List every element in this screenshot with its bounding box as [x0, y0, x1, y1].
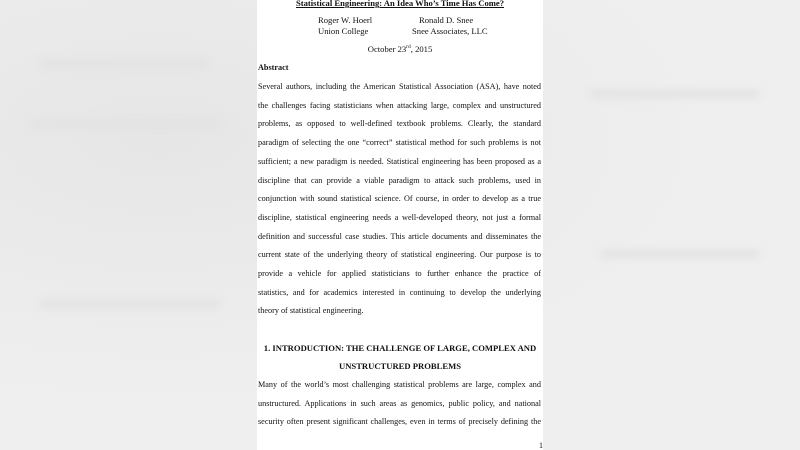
abstract-line: paradigm of selecting the one “correct” statistical method for such problems is not	[258, 138, 541, 148]
abstract-line: problems, as opposed to well-defined textbook problems. Clearly, the standard	[258, 119, 541, 129]
page-number: 1	[539, 441, 543, 450]
date-text: October 23	[367, 44, 407, 54]
abstract-line: the challenges facing statisticians when attacking large, complex and unstructured	[258, 100, 541, 110]
abstract-line: discipline that can provide a viable paradigm to attack such problems, used in	[258, 175, 541, 185]
date-suffix: rd	[406, 44, 411, 51]
abstract-line: current state of the underlying theory of statistical engineering. Our purpose is to	[258, 250, 541, 260]
abstract-line: statistics, and for academics interested in continuing to develop the underlying	[258, 287, 541, 297]
abstract-line: sufficient; a new paradigm is needed. Statistical engineering has been proposed as a	[258, 156, 541, 166]
abstract-line: Several authors, including the American Statistical Association (ASA), have noted	[258, 82, 541, 91]
author-2-name: Ronald D. Snee	[419, 15, 474, 25]
document-page	[257, 0, 543, 450]
section-heading-line-2: UNSTRUCTURED PROBLEMS	[339, 361, 461, 371]
author-1-affiliation: Union College	[318, 26, 369, 36]
author-1-name: Roger W. Hoerl	[318, 15, 373, 25]
section-heading-line-1: 1. INTRODUCTION: THE CHALLENGE OF LARGE, COMPLEX AND	[263, 343, 537, 353]
abstract-line: definition and successful case studies. This article documents and disseminates the	[258, 231, 541, 241]
document-date	[257, 44, 543, 54]
author-2-affiliation: Snee Associates, LLC	[412, 26, 488, 36]
intro-line: security often present significant challenges, even in terms of precisely defining the	[258, 417, 541, 427]
abstract-line: provide a vehicle for applied statisticians to further enhance the practice of	[258, 269, 541, 278]
intro-line: unstructured. Applications in such areas as genomics, public policy, and national	[258, 398, 541, 408]
document-title: Statistical Engineering: An Idea Who’s Time Has Come?	[295, 0, 505, 8]
abstract-heading: Abstract	[258, 63, 289, 72]
abstract-line: theory of statistical engineering.	[258, 306, 364, 316]
abstract-line: discipline, statistical engineering needs a well-developed theory, not just a formal	[258, 212, 541, 222]
intro-line: Many of the world’s most challenging statistical problems are large, complex and	[258, 380, 541, 389]
abstract-line: conjunction with sound statistical science. Of course, in order to develop as a true	[258, 194, 541, 204]
date-year: , 2015	[410, 44, 433, 54]
